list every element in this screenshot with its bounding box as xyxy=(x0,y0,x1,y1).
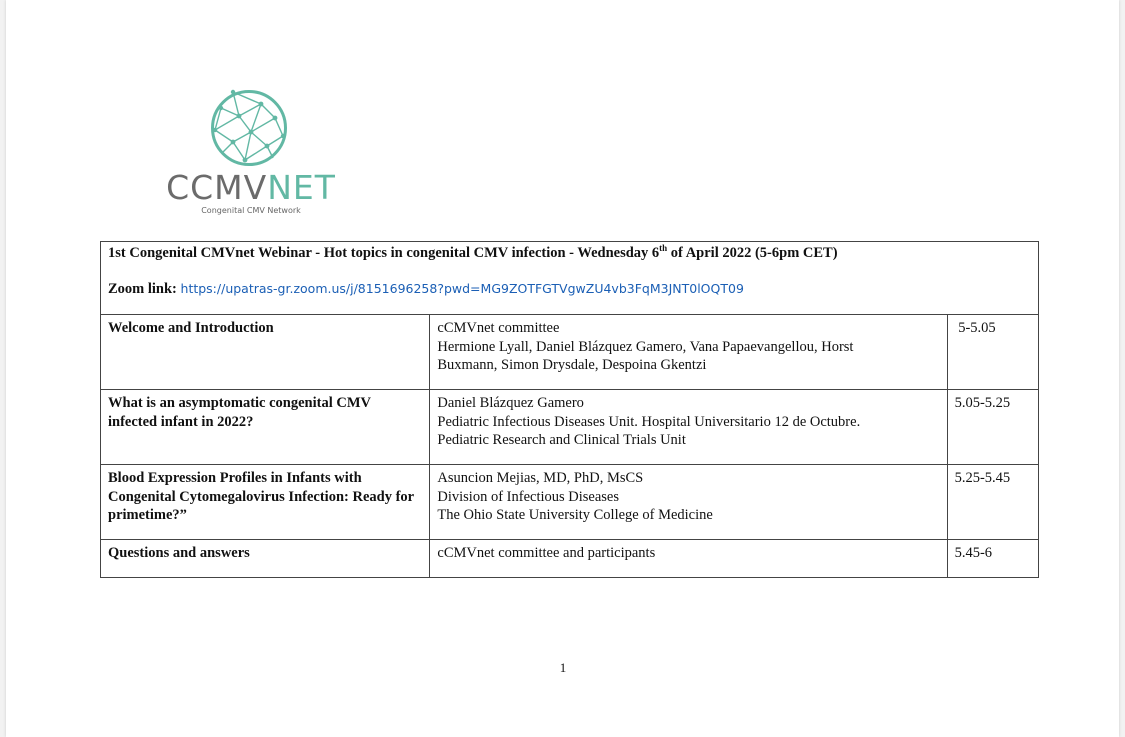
table-row xyxy=(101,390,1039,465)
document-page xyxy=(6,0,1119,737)
logo-wordmark-prefix: CCMV xyxy=(166,168,268,207)
webinar-title-main: 1st Congenital CMVnet Webinar - Hot topics in congenital CMV infection - Wednesday 6 xyxy=(108,245,660,261)
session-speakers xyxy=(430,390,947,465)
session-topic: Welcome and Introduction xyxy=(101,315,430,390)
webinar-title xyxy=(108,244,1031,263)
webinar-agenda-table xyxy=(100,241,1039,578)
speaker-line: Hermione Lyall, Daniel Blázquez Gamero, Vana Papaevangellou, Horst xyxy=(437,338,854,355)
agenda-header-cell xyxy=(101,242,1039,315)
table-row xyxy=(101,540,1039,578)
logo-tagline: Congenital CMV Network xyxy=(201,206,301,215)
speaker-line: cCMVnet committee and participants xyxy=(437,545,656,561)
speaker-line: Buxmann, Simon Drysdale, Despoina Gkentzi xyxy=(437,357,707,373)
session-speakers xyxy=(430,465,947,540)
session-time: 5-5.05 xyxy=(947,315,1038,390)
speaker-line: Pediatric Infectious Diseases Unit. Hospital Universitario 12 de Octubre. xyxy=(437,413,861,430)
agenda-header-row xyxy=(101,242,1039,315)
speaker-line: Daniel Blázquez Gamero xyxy=(437,395,584,411)
session-topic: What is an asymptomatic congenital CMV infected infant in 2022? xyxy=(101,390,430,465)
session-speakers xyxy=(430,540,947,578)
table-row xyxy=(101,465,1039,540)
speaker-line: Asuncion Mejias, MD, PhD, MsCS xyxy=(437,470,644,486)
page-number: 1 xyxy=(559,660,567,675)
zoom-link[interactable]: https://upatras-gr.zoom.us/j/8151696258?pwd=MG9ZOTFGTVgwZU4vb3FqM3JNT0lOQT09 xyxy=(180,280,744,296)
session-time: 5.25-5.45 xyxy=(947,465,1038,540)
session-speakers xyxy=(430,315,947,390)
zoom-link-line xyxy=(108,280,1031,299)
session-time: 5.45-6 xyxy=(947,540,1038,578)
speaker-line: Division of Infectious Diseases xyxy=(437,488,620,505)
logo-wordmark xyxy=(166,168,336,208)
session-topic: Questions and answers xyxy=(101,540,430,578)
zoom-label: Zoom link: xyxy=(108,280,177,297)
speaker-line: The Ohio State University College of Medicine xyxy=(437,507,713,523)
network-globe-icon xyxy=(209,88,289,168)
logo-wordmark-suffix: NET xyxy=(267,168,336,207)
webinar-title-date: of April 2022 (5-6pm CET) xyxy=(667,245,838,261)
speaker-line: cCMVnet committee xyxy=(437,320,560,336)
session-time: 5.05-5.25 xyxy=(947,390,1038,465)
webinar-title-sup: th xyxy=(659,243,668,254)
table-row xyxy=(101,315,1039,390)
session-topic: Blood Expression Profiles in Infants with Congenital Cytomegalovirus Infection: Ready for primetime?” xyxy=(101,465,430,540)
ccmvnet-logo xyxy=(161,86,341,218)
speaker-line: Pediatric Research and Clinical Trials Unit xyxy=(437,432,686,448)
